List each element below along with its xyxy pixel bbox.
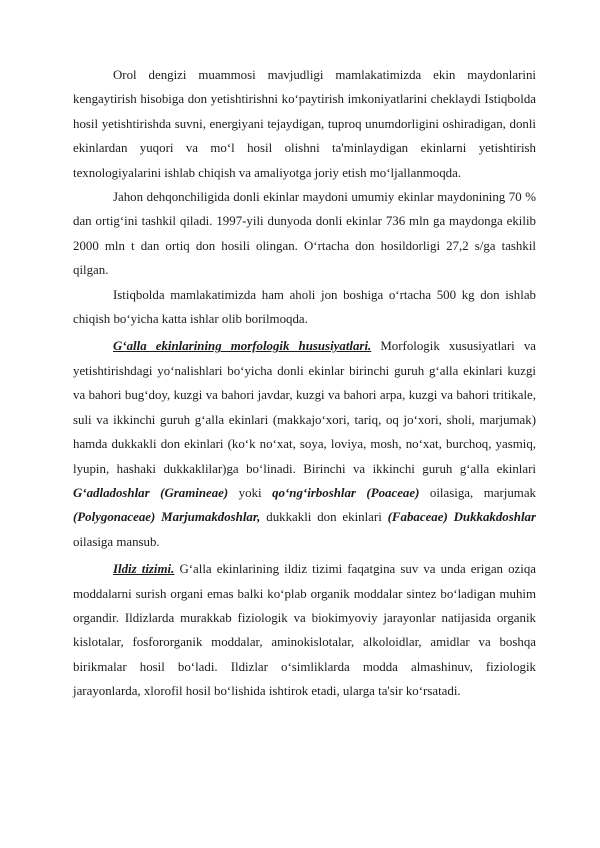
- paragraph-morphology: [73, 334, 536, 554]
- paragraph-text: dukkakli don ekinlari: [260, 510, 388, 525]
- paragraph-text: oilasiga, marjumak: [419, 485, 536, 500]
- document-page: [73, 63, 536, 704]
- paragraph-text: yoki: [228, 485, 273, 500]
- family-name-gramineae: G‘adladoshlar (Gramineae): [73, 485, 229, 500]
- family-name-polygonaceae: (Polygonaceae) Marjumakdoshlar,: [73, 510, 261, 525]
- family-name-poaceae: qo‘ng‘irboshlar (Poaceae): [272, 485, 420, 500]
- paragraph-root-system: [73, 557, 536, 703]
- family-name-fabaceae: (Fabaceae) Dukkakdoshlar: [387, 510, 536, 525]
- paragraph-text: Morfologik xususiyatlari va yetishtirishdagi yo‘nalishlari bo‘yicha donli ekinlar birinchi guruh g‘alla ekinlari kuzgi va bahori bug‘doy, kuzgi va bahori javdar, kuzgi va bahori arpa, kuzgi va bahori tritikale, suli va ikkinchi guruh g‘alla ekinlari (makkajo‘xori, tariq, oq jo‘xori, sholi, marjumak) hamda dukkakli don ekinlari (ko‘k no‘xat, soya, loviya, mosh, no‘xat, burchoq, yasmiq, lyupin, hashaki dukkaklilar)ga bo‘linadi. Birinchi va ikkinchi guruh g‘alla ekinlari: [73, 339, 536, 476]
- section-heading-morphology: G‘alla ekinlarining morfologik hususiyatlari.: [113, 339, 372, 354]
- paragraph-text: G‘alla ekinlarining ildiz tizimi faqatgina suv va unda erigan oziqa moddalarni surish organi emas balki ko‘plab organik moddalar sintez bo‘ladigan muhim organdir. Ildizlarda murakkab fiziologik va biokimyoviy jarayonlar natijasida organik kislotalar, fosfororganik moddalar, aminokislotalar, alkoloidlar, amidlar va boshqa birikmalar hosil bo‘ladi. Ildizlar o‘simliklarda modda almashinuv, fiziologik jarayonlarda, xlorofil hosil bo‘lishida ishtirok etadi, ularga ta'sir ko‘rsatadi.: [73, 562, 536, 699]
- paragraph-world-grain: Jahon dehqonchiligida donli ekinlar maydoni umumiy ekinlar maydonining 70 % dan ortig‘ini tashkil qiladi. 1997-yili dunyoda donli ekinlar 736 mln ga maydonga ekilib 2000 mln t dan ortiq don hosili olingan. O‘rtacha don hosildorligi 27,2 s/ga tashkil qilgan.: [73, 190, 536, 278]
- paragraph-outlook: Istiqbolda mamlakatimizda ham aholi jon boshiga o‘rtacha 500 kg don ishlab chiqish bo‘yicha katta ishlar olib borilmoqda.: [73, 287, 536, 327]
- paragraph-intro: Orol dengizi muammosi mavjudligi mamlakatimizda ekin maydonlarini kengaytirish hisobiga don yetishtirishni ko‘paytirish imkoniyatlarini cheklaydi Istiqbolda hosil yetishtirishda suvni, energiyani tejaydigan, tuproq unumdorligini oshiradigan, donli ekinlardan yuqori va mo‘l hosil olishni ta'minlaydigan ekinlarni yetishtirish texnologiyalarini ishlab chiqish va amaliyotga joriy etish mo‘ljallanmoqda.: [73, 68, 536, 180]
- paragraph-text: oilasiga mansub.: [73, 534, 160, 549]
- section-heading-root-system: Ildiz tizimi.: [113, 562, 175, 577]
